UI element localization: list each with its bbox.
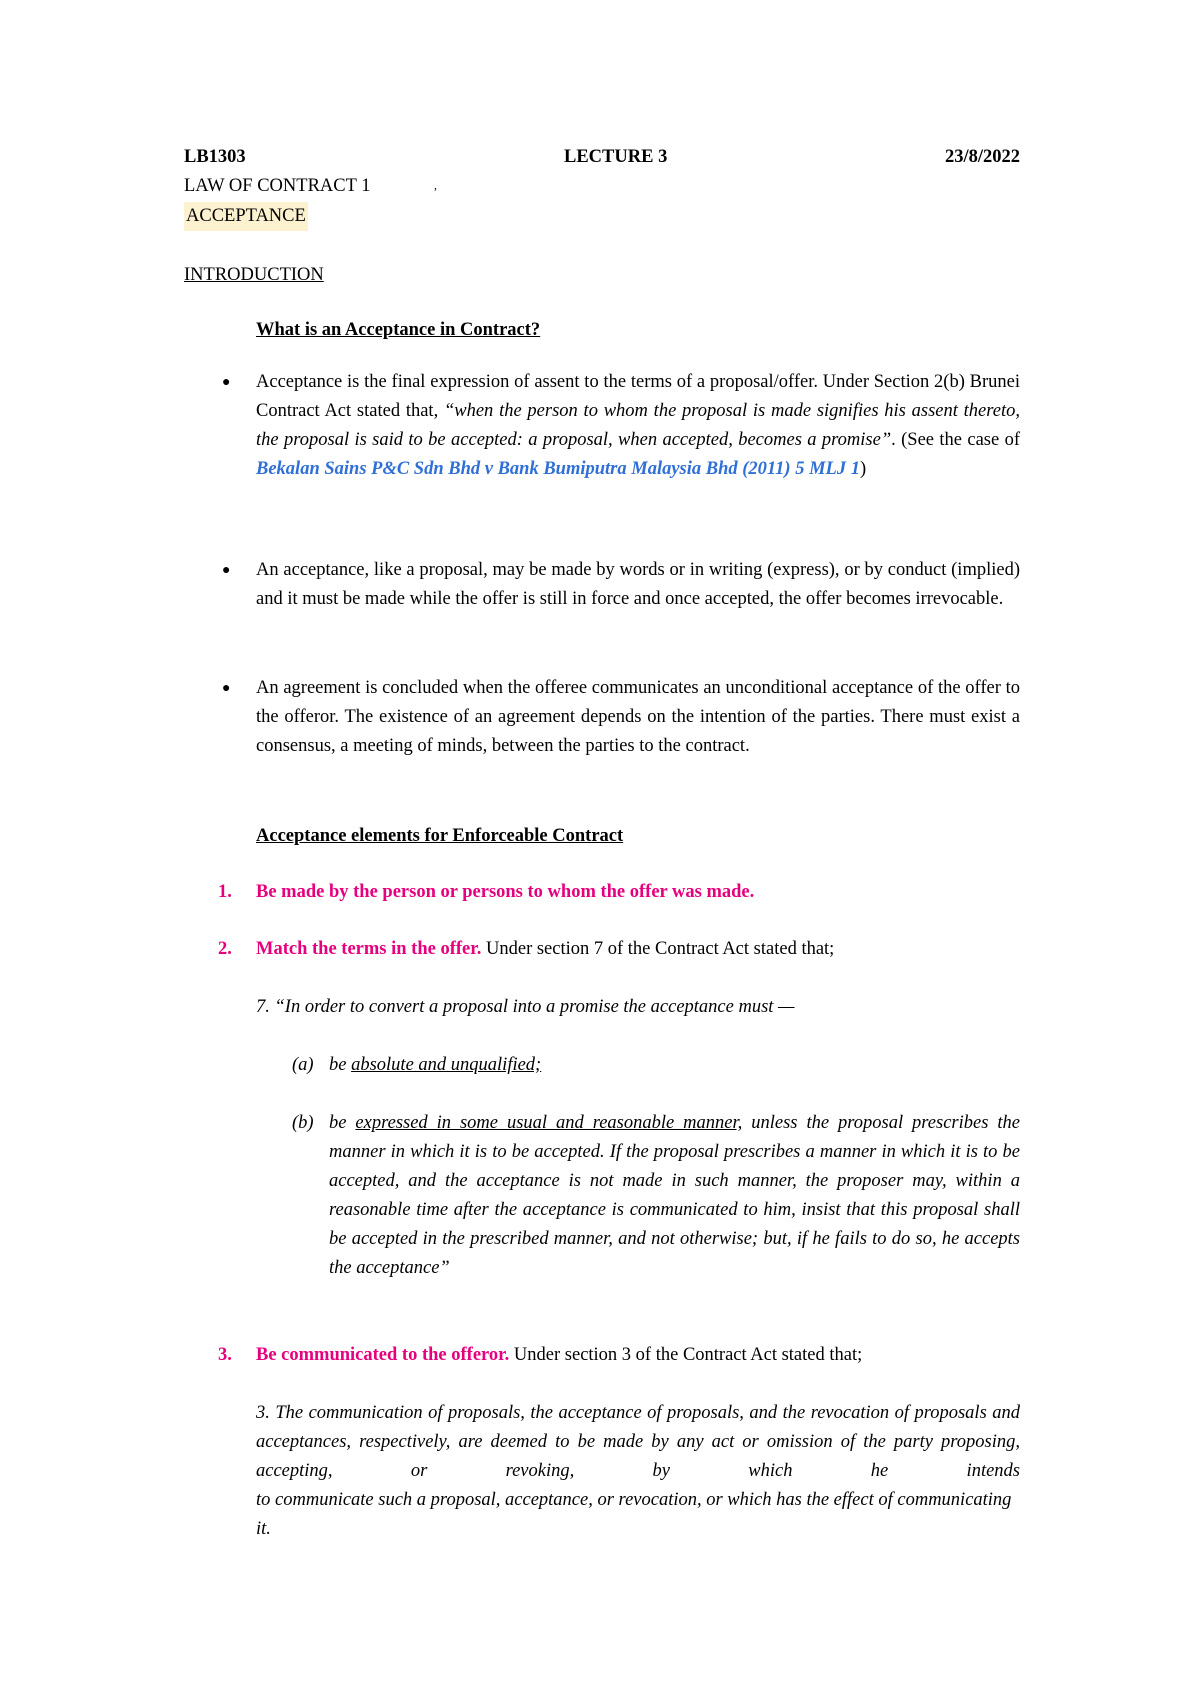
element-item-2 — [218, 935, 1020, 964]
clause-text — [329, 1051, 1020, 1080]
comma-mark: , — [434, 178, 437, 192]
clause-a — [292, 1051, 1020, 1080]
clause-text-rest: unless the proposal prescribes the manner in which it is to be accepted. If the proposal prescribes a manner in which it is to be accepted, and the acceptance is not made in such manner, the proposer may, within a reasonable time after the acceptance is communicated to him, insist that this proposal shall be accepted in the prescribed manner, and not otherwise; but, if he fails to do so, he accepts the acceptance” — [329, 1113, 1020, 1278]
question-heading: What is an Acceptance in Contract? — [256, 320, 541, 340]
element-heading: Be made by the person or persons to whom the offer was made. — [256, 882, 755, 902]
clause-text-underlined: expressed in some usual and reasonable manner, — [355, 1113, 743, 1133]
bullet-text: . (See the case of — [891, 430, 1021, 450]
clause-text-underlined: absolute and unqualified; — [351, 1055, 542, 1075]
elements-heading: Acceptance elements for Enforceable Contract — [256, 826, 624, 846]
clause-label: (a) — [292, 1055, 314, 1075]
bullet-agreement-concluded: An agreement is concluded when the offeree communicates an unconditional acceptance of the offer to the offeror. The existence of an agreement depends on the intention of the parties. There must exist a consensus, a meeting of minds, between the parties to the contract. — [256, 678, 1020, 756]
bullet-acceptance-definition — [256, 368, 1020, 484]
item-number: 3. — [218, 1345, 232, 1365]
item-number: 1. — [218, 882, 232, 902]
bullet-icon: ● — [222, 681, 231, 696]
bullet-icon: ● — [222, 563, 231, 578]
element-heading: Be communicated to the offeror. — [256, 1345, 510, 1365]
clause-text — [329, 1109, 1020, 1283]
lecture-number: LECTURE 3 — [564, 147, 668, 167]
clause-label: (b) — [292, 1113, 314, 1133]
section-3-text — [256, 1399, 1020, 1544]
topic-title: ACCEPTANCE — [184, 202, 308, 231]
item-text — [256, 1341, 1020, 1370]
element-item-3 — [218, 1341, 1020, 1370]
bullet-text: ) — [859, 459, 867, 479]
statute-quote: “when the person to whom the proposal is made signifies his assent thereto, the proposal is said to be accepted: a proposal, when accepted, becomes a promise” — [256, 401, 1020, 450]
document-header — [184, 143, 1020, 172]
section-7-intro: 7. “In order to convert a proposal into a promise the acceptance must — — [256, 997, 795, 1017]
course-code: LB1303 — [184, 147, 246, 167]
course-title: LAW OF CONTRACT 1 — [184, 176, 371, 196]
clause-text-pre: be — [329, 1113, 356, 1133]
item-number: 2. — [218, 939, 232, 959]
bullet-text: Acceptance is the final expression of assent to the terms of a proposal/offer. Under Section 2(b) Brunei Contract Act stated that, — [256, 372, 1020, 421]
case-reference-link[interactable]: Bekalan Sains P&C Sdn Bhd v Bank Bumiputra Malaysia Bhd (2011) 5 MLJ 1 — [256, 459, 860, 479]
element-item-1 — [218, 878, 1020, 907]
bullet-acceptance-forms: An acceptance, like a proposal, may be made by words or in writing (express), or by conduct (implied) and it must be made while the offer is still in force and once accepted, the offer becomes irrevocable. — [256, 560, 1020, 609]
element-heading: Match the terms in the offer. — [256, 939, 482, 959]
element-description: Under section 3 of the Contract Act stated that; — [509, 1345, 863, 1365]
item-text — [256, 878, 1020, 907]
lecture-date: 23/8/2022 — [944, 147, 1020, 167]
clause-text-pre: be — [329, 1055, 352, 1075]
section-3-line-1: 3. The communication of proposals, the acceptance of proposals, and the revocation of proposals and acceptances, respectively, are deemed to be made by any act or omission of the party proposing, accepting, or revoking, by which he intends — [256, 1403, 1020, 1481]
section-3-line-2: to communicate such a proposal, acceptance, or revocation, or which has the effect of communicating it. — [256, 1490, 1012, 1539]
element-description: Under section 7 of the Contract Act stated that; — [481, 939, 835, 959]
introduction-heading: INTRODUCTION — [184, 265, 324, 285]
bullet-icon: ● — [222, 375, 231, 390]
item-text — [256, 935, 1020, 964]
clause-b — [292, 1109, 1020, 1315]
